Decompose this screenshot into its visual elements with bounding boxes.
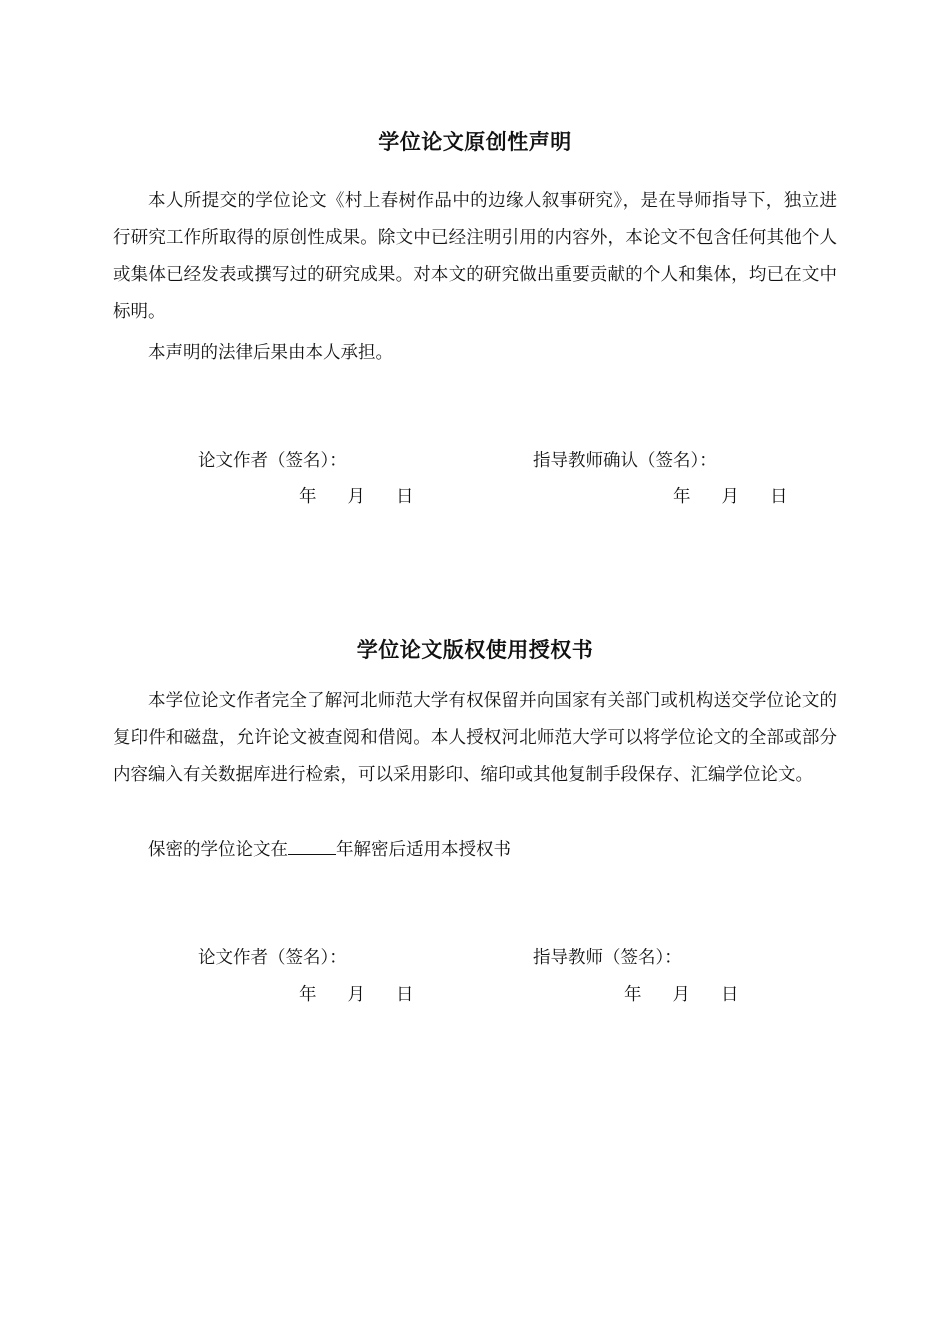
month-label: 月	[347, 985, 365, 1005]
author-date-row	[299, 981, 414, 1006]
day-label: 日	[721, 985, 739, 1005]
advisor-date-row	[624, 981, 739, 1006]
advisor-signature-label: 指导教师（签名）：	[533, 948, 682, 968]
authorization-paragraph: 本学位论文作者完全了解河北师范大学有权保留并向国家有关部门或机构送交学位论文的复印件和磁盘，允许论文被查阅和借阅。本人授权河北师范大学可以将学位论文的全部或部分内容编入有关数据库进行检索，可以采用影印、缩印或其他复制手段保存、汇编学位论文。	[113, 691, 837, 785]
day-label: 日	[396, 985, 414, 1005]
declaration-title: 学位论文原创性声明	[378, 130, 572, 154]
advisor-date-row	[673, 483, 788, 508]
author-signature-label: 论文作者（签名）：	[198, 948, 347, 968]
month-label: 月	[672, 985, 690, 1005]
declaration-paragraph: 本人所提交的学位论文《村上春树作品中的边缘人叙事研究》，是在导师指导下，独立进行研究工作所取得的原创性成果。除文中已经注明引用的内容外，本论文不包含任何其他个人或集体已经发表或撰写过的研究成果。对本文的研究做出重要贡献的个人和集体，均已在文中标明。	[113, 191, 837, 322]
year-label: 年	[673, 487, 691, 507]
day-label: 日	[770, 487, 788, 507]
year-label: 年	[299, 487, 317, 507]
secret-note	[148, 836, 511, 861]
year-label: 年	[624, 985, 642, 1005]
secret-years-blank	[288, 838, 336, 855]
secret-prefix: 保密的学位论文在	[148, 840, 288, 860]
month-label: 月	[721, 487, 739, 507]
author-date-row	[299, 483, 414, 508]
authorization-title: 学位论文版权使用授权书	[356, 638, 594, 662]
day-label: 日	[396, 487, 414, 507]
year-label: 年	[299, 985, 317, 1005]
month-label: 月	[347, 487, 365, 507]
secret-suffix: 年解密后适用本授权书	[336, 840, 511, 860]
declaration-legal-note: 本声明的法律后果由本人承担。	[148, 343, 393, 363]
advisor-confirm-signature-label: 指导教师确认（签名）：	[533, 451, 717, 471]
author-signature-label: 论文作者（签名）：	[198, 451, 347, 471]
